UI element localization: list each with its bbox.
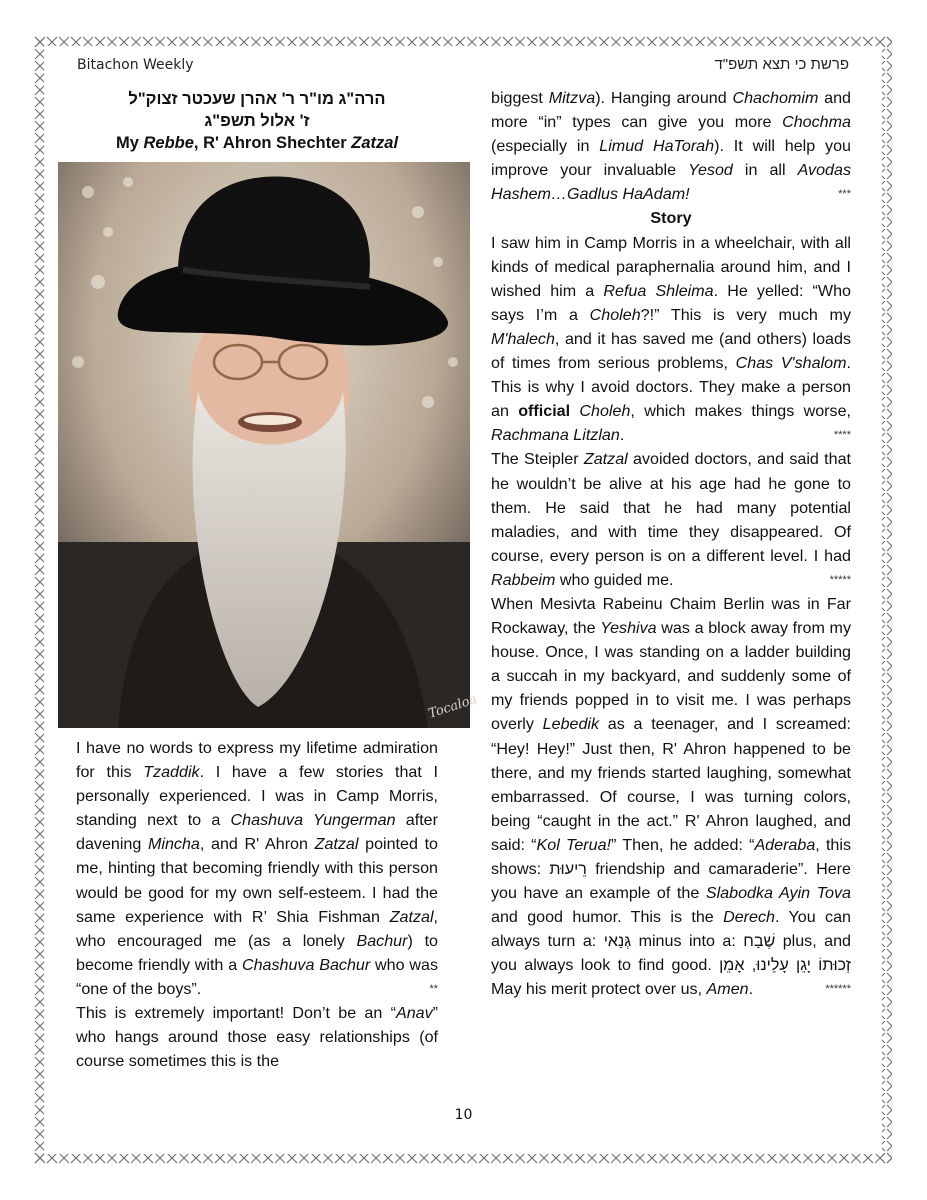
italic-term: Yesod [688, 161, 733, 180]
paragraph [76, 1001, 438, 1073]
left-column [76, 736, 438, 1073]
italic-term: Zatzal [583, 450, 628, 469]
text-run: . [748, 980, 754, 999]
paragraph-text [491, 595, 851, 999]
hebrew-term: רֵיעוּת [549, 860, 587, 878]
portrait-illustration [58, 162, 480, 728]
italic-term: Aderaba [754, 835, 816, 854]
text-run: after davening [76, 811, 438, 854]
photo-signature: Tocaloa [426, 692, 480, 722]
text-run: minus into a: [631, 932, 744, 951]
text-run: , which makes things worse, [630, 402, 851, 421]
title-part: My [115, 134, 144, 152]
text-run: was a block away from my house. Once, I was standing on a ladder building a succah in my backyard, and suddenly some of my friends popped in to visit me. I was perhaps overly [491, 619, 851, 734]
italic-term: Chochma [782, 113, 851, 132]
portrait-photo [58, 162, 480, 728]
text-run: ) to become friendly with a [76, 931, 438, 974]
bold-term: official [518, 402, 571, 421]
italic-term: Avodas Hashem…Gadlus HaAdam! [491, 161, 851, 204]
italic-term: Anav [395, 1004, 433, 1023]
text-run: and more “in” types can give you more [491, 89, 852, 132]
title-english [76, 132, 438, 154]
title-part: Zatzal [351, 134, 399, 152]
italic-term: Derech [723, 908, 775, 927]
section-stars: ***** [829, 573, 851, 586]
text-run: . I have a few stories that I personally experienced. I was in Camp Morris, standing next to a [76, 763, 438, 830]
hebrew-term: גְּנַאי [603, 932, 632, 951]
text-run: who guided me. [555, 570, 674, 589]
paragraph-text [491, 89, 851, 203]
right-column [491, 86, 851, 1002]
text-run: , who encouraged me (as a lonely [76, 907, 438, 950]
paragraph-text [76, 739, 438, 998]
text-run: ?!” This is very much my [640, 305, 851, 324]
italic-term: Mincha [148, 835, 200, 854]
italic-term: Mitzva [548, 89, 596, 107]
hebrew-term: זְכוּתוֹ יָגֵן עָלֵינוּ, אָמֵן [719, 956, 851, 975]
text-run: , and R' Ahron [199, 835, 315, 854]
paragraph [491, 86, 851, 206]
paragraph [491, 231, 851, 448]
text-run: pointed to me, hinting that becoming friendly with this person would be good for my own self-esteem. I had the same experience with R’ Shia Fishman [76, 835, 438, 926]
italic-term: Bachur [356, 931, 408, 950]
text-run: I have no words to express my lifetime admiration for this [76, 739, 438, 782]
italic-term: Slabodka Ayin Tova [705, 884, 851, 903]
text-run: , and it has saved me (and others) loads of times from serious problems, [491, 329, 851, 373]
text-run: (especially in [491, 137, 600, 156]
italic-term: Kol Terua! [536, 835, 612, 854]
italic-term: Choleh [579, 402, 631, 421]
italic-term: Chas V'shalom [735, 354, 847, 373]
text-run: avoided doctors, and said that he wouldn’t be alive at his age had he gone to them. He said that he had many potential maladies, and with time they disappeared. Of course, every person is on a different level. I had [491, 450, 852, 565]
page-number: 10 [454, 1107, 473, 1123]
title-hebrew-date: ז' אלול תשפ"ג [204, 112, 310, 130]
text-run: as a teenager, and I screamed: “Hey! Hey!” Just then, R' Ahron happened to be there, and my friends started laughing, somewhat embarrassed. Of course, I was turning colors, being “caught in the act.” R' Ahron laughed, and said: “ [491, 715, 851, 854]
text-run: friendship and camaraderie”. Here you have an example of the [491, 860, 851, 903]
italic-term: Lebedik [542, 715, 600, 734]
italic-term: Limud HaTorah [599, 137, 715, 156]
italic-term: Chashuva Yungerman [230, 811, 396, 830]
paragraph [491, 592, 851, 1002]
text-run: plus, and you always look to find good. [491, 932, 852, 975]
paragraph [76, 736, 438, 1001]
title-part: Rebbe [143, 134, 194, 152]
story-heading: Story [650, 209, 692, 228]
text-run: and good humor. This is the [491, 908, 724, 927]
hebrew-term: שֶׁבַח [743, 932, 776, 951]
italic-term: Rabbeim [491, 570, 556, 589]
text-run: in all [732, 161, 798, 180]
italic-term: Tzaddik [143, 763, 200, 782]
text-run: ). It will help you improve your invaluable [491, 137, 851, 180]
italic-term: Choleh [589, 305, 641, 324]
italic-term: Zatzal [314, 835, 359, 854]
section-stars: *** [838, 188, 851, 201]
text-run: , this shows: [491, 835, 851, 878]
italic-term: Refua Shleima [603, 281, 714, 300]
italic-term: Yeshiva [600, 619, 657, 638]
text-run: The Steipler [491, 450, 584, 469]
text-run: . [619, 426, 625, 445]
text-run: This is extremely important! Don’t be an “ [76, 1004, 396, 1023]
italic-term: Zatzal [389, 907, 434, 926]
paragraph-text [491, 450, 851, 588]
title-part: , R' Ahron Shechter [193, 134, 352, 152]
section-stars: **** [833, 429, 851, 442]
publication-name: Bitachon Weekly [77, 57, 194, 73]
text-run: I saw him in Camp Morris in a wheelchair, with all kinds of medical paraphernalia around him, and I wished him a [491, 233, 851, 300]
text-run: . You can always turn a: [491, 908, 851, 951]
paragraph-text [491, 234, 851, 445]
title-hebrew-name: הרה"ג מו"ר ר' אהרן שעכטר זצוק"ל [128, 90, 386, 108]
article-title [76, 88, 438, 154]
italic-term: Amen [706, 980, 749, 999]
text-run [570, 402, 579, 420]
text-run: ). Hanging around [595, 89, 733, 107]
section-stars: ****** [825, 983, 851, 996]
italic-term: Chashuva Bachur [241, 955, 371, 974]
italic-term: Rachmana Litzlan [491, 426, 620, 445]
paragraph-text [76, 1004, 438, 1070]
parsha-header: פרשת כי תצא תשפ"ד [714, 56, 849, 73]
italic-term: M'halech [491, 329, 555, 348]
text-run: ” Then, he added: “ [611, 835, 755, 854]
text-run: . This is why I avoid doctors. They make a person an [491, 354, 851, 421]
text-run: May his merit protect over us, [491, 980, 707, 999]
text-run: . He yelled: “Who says I’m a [491, 281, 851, 324]
text-run: biggest [491, 89, 549, 107]
text-run: When Mesivta Rabeinu Chaim Berlin was in Far Rockaway, the [491, 594, 851, 638]
italic-term: Chachomim [732, 89, 819, 107]
section-stars: ** [429, 982, 438, 995]
paragraph [491, 447, 851, 592]
text-run: ” who hangs around those easy relationships (of course sometimes this is the [76, 1004, 438, 1071]
text-run: who was “one of the boys”. [76, 955, 438, 998]
